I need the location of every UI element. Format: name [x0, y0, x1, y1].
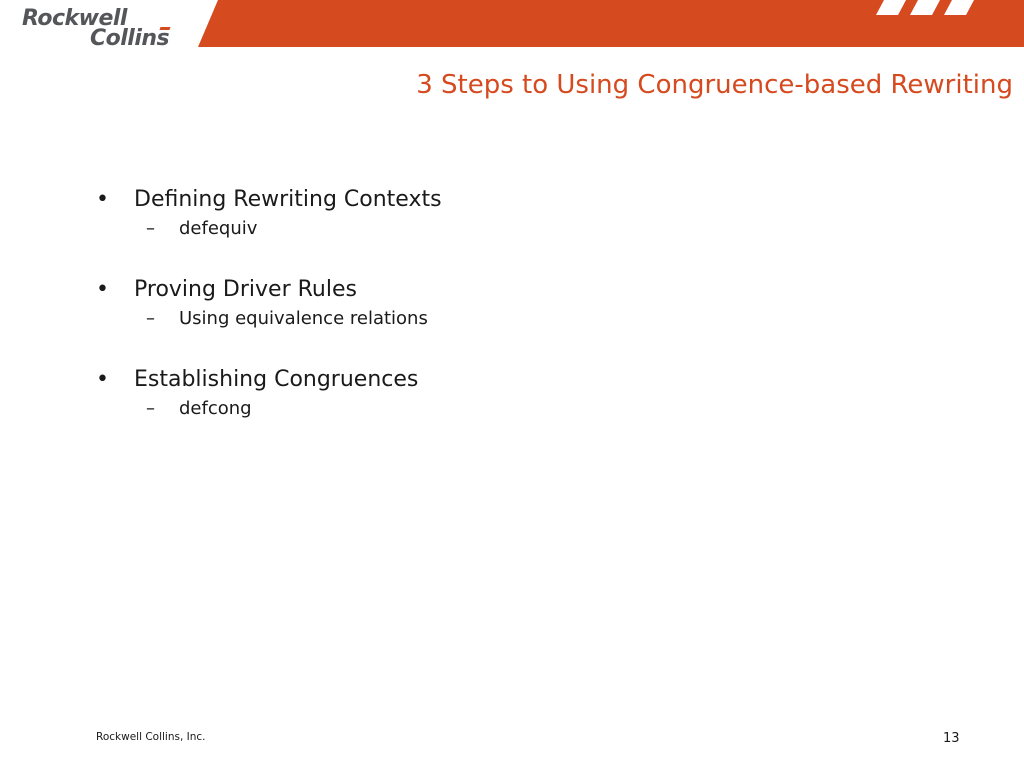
footer-company: Rockwell Collins, Inc.	[96, 731, 206, 743]
bullet-list	[96, 183, 976, 453]
bullet-item	[96, 273, 976, 331]
sub-bullet-text: defequiv	[179, 218, 258, 239]
sub-bullet-text: defcong	[179, 398, 252, 419]
sub-bullet-dash-icon: –	[146, 398, 155, 419]
bullet-text: Establishing Congruences	[134, 367, 419, 392]
sub-bullet-row	[146, 397, 976, 421]
bullet-text: Defining Rewriting Contexts	[134, 187, 442, 212]
sub-bullet-text: Using equivalence relations	[179, 308, 428, 329]
bullet-dot-icon: •	[96, 277, 109, 302]
bullet-dot-icon: •	[96, 367, 109, 392]
sub-bullet-dash-icon: –	[146, 218, 155, 239]
sub-bullet-row	[146, 307, 976, 331]
logo-line-collins: Collins	[90, 26, 170, 51]
sub-bullet-row	[146, 217, 976, 241]
bullet-dot-icon: •	[96, 187, 109, 212]
logo-line-rockwell: Rockwell	[22, 6, 127, 31]
page-number: 13	[943, 731, 960, 746]
slide-title: 3 Steps to Using Congruence-based Rewriting	[416, 70, 1013, 100]
bullet-item	[96, 363, 976, 421]
bullet-row	[96, 363, 976, 397]
rockwell-collins-logo	[22, 6, 192, 50]
bullet-row	[96, 273, 976, 307]
bullet-text: Proving Driver Rules	[134, 277, 357, 302]
sub-bullet-dash-icon: –	[146, 308, 155, 329]
bullet-row	[96, 183, 976, 217]
bullet-item	[96, 183, 976, 241]
